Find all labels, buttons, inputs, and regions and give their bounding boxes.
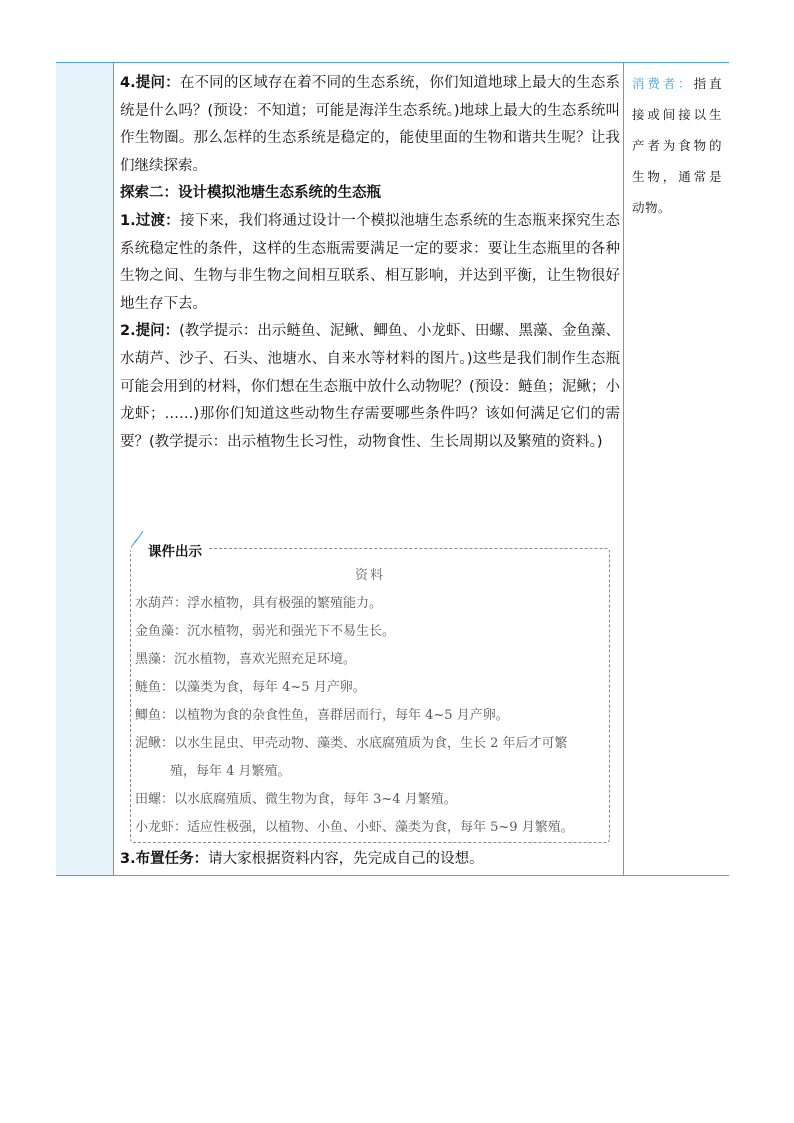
- resource-item: 泥鳅：以水生昆虫、甲壳动物、藻类、水底腐殖质为食，生长 2 年后才可繁: [135, 736, 568, 751]
- resource-item: 鲫鱼：以植物为食的杂食性鱼，喜群居而行，每年 4~5 月产卵。: [135, 708, 509, 723]
- paragraph-question-1: [120, 70, 620, 180]
- resource-list: [135, 562, 605, 842]
- heading-text: 探索二：设计模拟池塘生态系统的生态瓶: [120, 185, 381, 202]
- side-note: [632, 68, 722, 223]
- main-content: [120, 70, 620, 456]
- paragraph-task: [120, 846, 620, 874]
- text: 请大家根据资料内容，先完成自己的设想。: [208, 851, 484, 867]
- section-heading: [120, 180, 620, 208]
- paragraph-transition: [120, 208, 620, 318]
- text: 接下来，我们将通过设计一个模拟池塘生态系统的生态瓶来探究生态系统稳定性的条件，这样的生态瓶需要满足一定的要求：要让生态瓶里的各种生物之间、生物与非生物之间相互联系、相互影响，并达到平衡，让生物很好地生存下去。: [120, 212, 620, 312]
- resource-item: 田螺：以水底腐殖质、微生物为食，每年 3~4 月繁殖。: [135, 792, 457, 807]
- resource-item: 小龙虾：适应性极强，以植物、小鱼、小虾、藻类为食，每年 5~9 月繁殖。: [135, 820, 574, 835]
- label: 1.过渡：: [120, 212, 180, 229]
- resource-item-continued: 殖，每年 4 月繁殖。: [170, 764, 291, 779]
- resource-title: 资料: [354, 568, 385, 583]
- text: 在不同的区域存在着不同的生态系统，你们知道地球上最大的生态系统是什么吗？(预设：不知道；可能是海洋生态系统。)地球上最大的生态系统叫作生物圈。那么怎样的生态系统是稳定的，能使里面的生物和谐共生呢？让我们继续探索。: [120, 75, 620, 174]
- resource-item: 鲢鱼：以藻类为食，每年 4~5 月产卵。: [135, 680, 366, 695]
- table-top-border: [56, 62, 729, 63]
- sidebar-column: [56, 62, 113, 876]
- note-text: 指直接或间接以生产者为食物的生物，通常是动物。: [632, 76, 722, 215]
- resource-item: 水葫芦：浮水植物，具有极强的繁殖能力。: [135, 596, 383, 611]
- column-divider: [623, 62, 624, 876]
- note-keyword: 消费者：: [632, 76, 694, 91]
- table-bottom-border: [56, 875, 729, 876]
- label: 4.提问：: [120, 75, 180, 91]
- column-divider: [113, 62, 114, 876]
- resource-item: 金鱼藻：沉水植物，弱光和强光下不易生长。: [135, 624, 396, 639]
- main-content-end: [120, 846, 620, 874]
- text: (教学提示：出示鲢鱼、泥鳅、鲫鱼、小龙虾、田螺、黑藻、金鱼藻、水葫芦、沙子、石头、池塘水、自来水等材料的图片。)这些是我们制作生态瓶可能会用到的材料，你们想在生态瓶中放什么动物呢？(预设：鲢鱼；泥鳅；小龙虾；……)那你们知道这些动物生存需要哪些条件吗？该如何满足它们的需要？(教学提示：出示植物生长习性，动物食性、生长周期以及繁殖的资料。): [120, 323, 620, 450]
- paragraph-question-2: [120, 318, 620, 456]
- label: 2.提问：: [120, 323, 180, 340]
- resource-item: 黑藻：沉水植物，喜欢光照充足环境。: [135, 652, 357, 667]
- label: 3.布置任务：: [120, 851, 209, 867]
- courseware-title: 课件出示: [148, 544, 202, 560]
